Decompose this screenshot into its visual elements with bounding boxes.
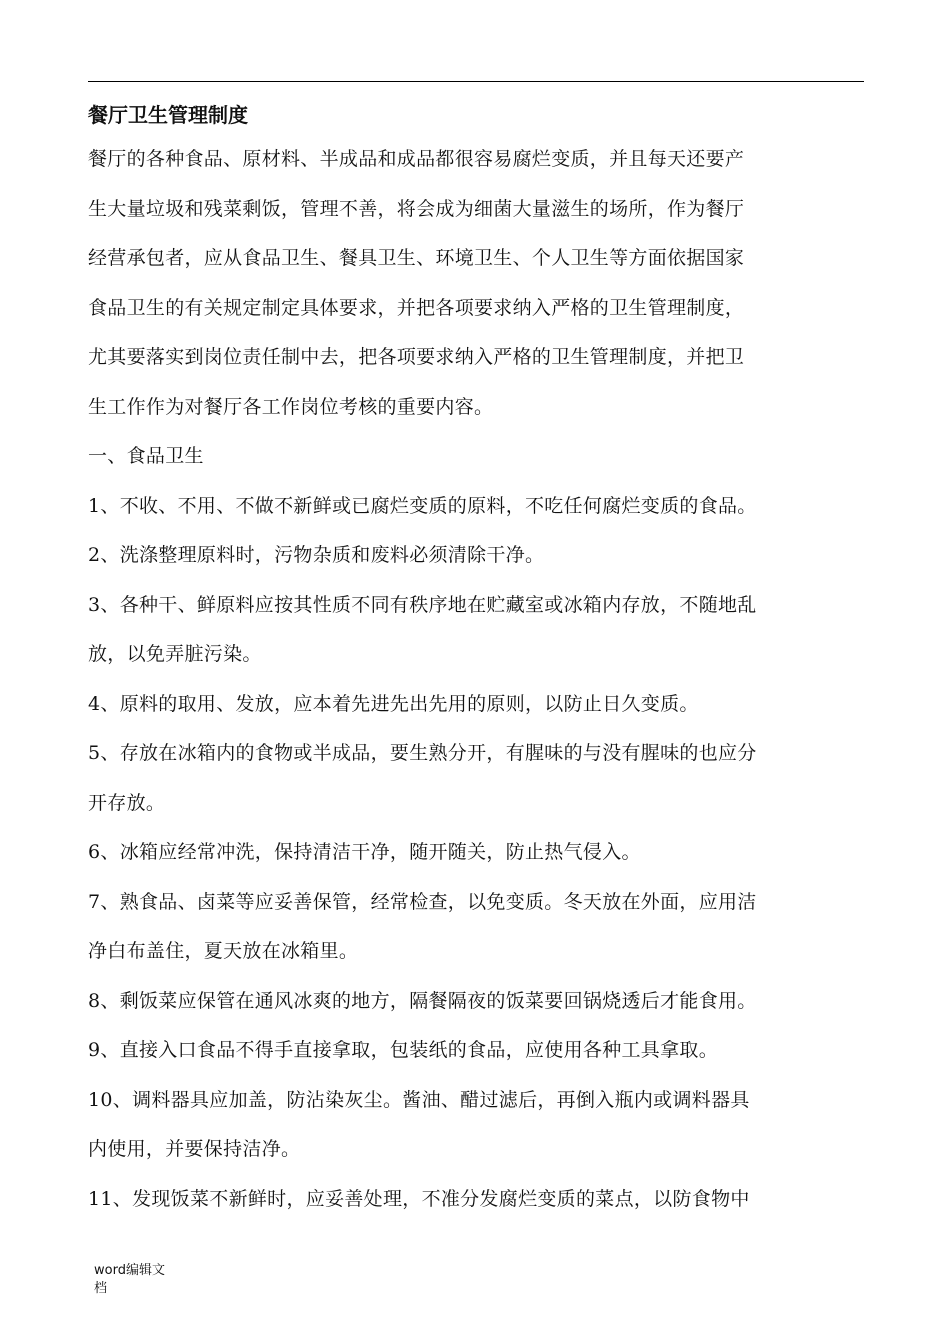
section-heading (88, 432, 864, 482)
list-item (88, 680, 864, 730)
intro-line: 餐厅的各种食品、原材料、半成品和成品都很容易腐烂变质，并且每天还要产 (88, 148, 745, 170)
list-item (88, 581, 864, 680)
list-item-line: 6、冰箱应经常冲洗，保持清洁干净，随开随关，防止热气侵入。 (88, 841, 641, 863)
list-item (88, 531, 864, 581)
document-body (88, 95, 864, 1224)
list-item-line: 9、直接入口食品不得手直接拿取，包装纸的食品，应使用各种工具拿取。 (88, 1039, 718, 1061)
list-item-line: 10、调料器具应加盖，防沾染灰尘。酱油、醋过滤后，再倒入瓶内或调料器具 (88, 1088, 750, 1111)
footer-text: 档 (94, 1281, 108, 1296)
list-item-line: 开存放。 (88, 791, 166, 814)
list-item-line: 3、各种干、鲜原料应按其性质不同有秩序地在贮藏室或冰箱内存放，不随地乱 (88, 593, 757, 616)
list-item-line: 5、存放在冰箱内的食物或半成品，要生熟分开，有腥味的与没有腥味的也应分 (88, 742, 757, 764)
list-item-line: 内使用，并要保持洁净。 (88, 1138, 301, 1160)
list-item-line: 1、不收、不用、不做不新鲜或已腐烂变质的原料，不吃任何腐烂变质的食品。 (88, 494, 757, 517)
list-item (88, 482, 864, 532)
list-item (88, 1175, 864, 1225)
list-item (88, 729, 864, 828)
list-item (88, 878, 864, 977)
intro-paragraph (88, 135, 864, 432)
list-item-line: 7、熟食品、卤菜等应妥善保管，经常检查，以免变质。冬天放在外面，应用洁 (88, 890, 757, 913)
list-item (88, 1076, 864, 1175)
list-item-line: 净白布盖住，夏天放在冰箱里。 (88, 940, 359, 962)
section-heading-text: 一、食品卫生 (88, 445, 204, 467)
document-title: 餐厅卫生管理制度 (88, 103, 248, 127)
intro-line: 经营承包者，应从食品卫生、餐具卫生、环境卫生、个人卫生等方面依据国家 (88, 247, 745, 269)
intro-line: 食品卫生的有关规定制定具体要求，并把各项要求纳入严格的卫生管理制度， (88, 296, 745, 319)
list-item-line: 11、发现饭菜不新鲜时，应妥善处理，不准分发腐烂变质的菜点，以防食物中 (88, 1187, 750, 1210)
header-rule (88, 81, 864, 82)
intro-line: 生工作作为对餐厅各工作岗位考核的重要内容。 (88, 395, 494, 418)
intro-line: 尤其要落实到岗位责任制中去，把各项要求纳入严格的卫生管理制度，并把卫 (88, 346, 745, 368)
list-item (88, 828, 864, 878)
intro-line: 生大量垃圾和残菜剩饭，管理不善，将会成为细菌大量滋生的场所，作为餐厅 (88, 197, 745, 220)
footer-text: word编辑文 (94, 1263, 165, 1278)
list-item (88, 1026, 864, 1076)
page-footer (94, 1262, 184, 1298)
list-item (88, 977, 864, 1027)
list-item-line: 8、剩饭菜应保管在通风冰爽的地方，隔餐隔夜的饭菜要回锅烧透后才能食用。 (88, 989, 757, 1012)
list-item-line: 放，以免弄脏污染。 (88, 643, 262, 665)
list-item-line: 4、原料的取用、发放，应本着先进先出先用的原则，以防止日久变质。 (88, 692, 699, 715)
list-item-line: 2、洗涤整理原料时，污物杂质和废料必须清除干净。 (88, 544, 545, 566)
